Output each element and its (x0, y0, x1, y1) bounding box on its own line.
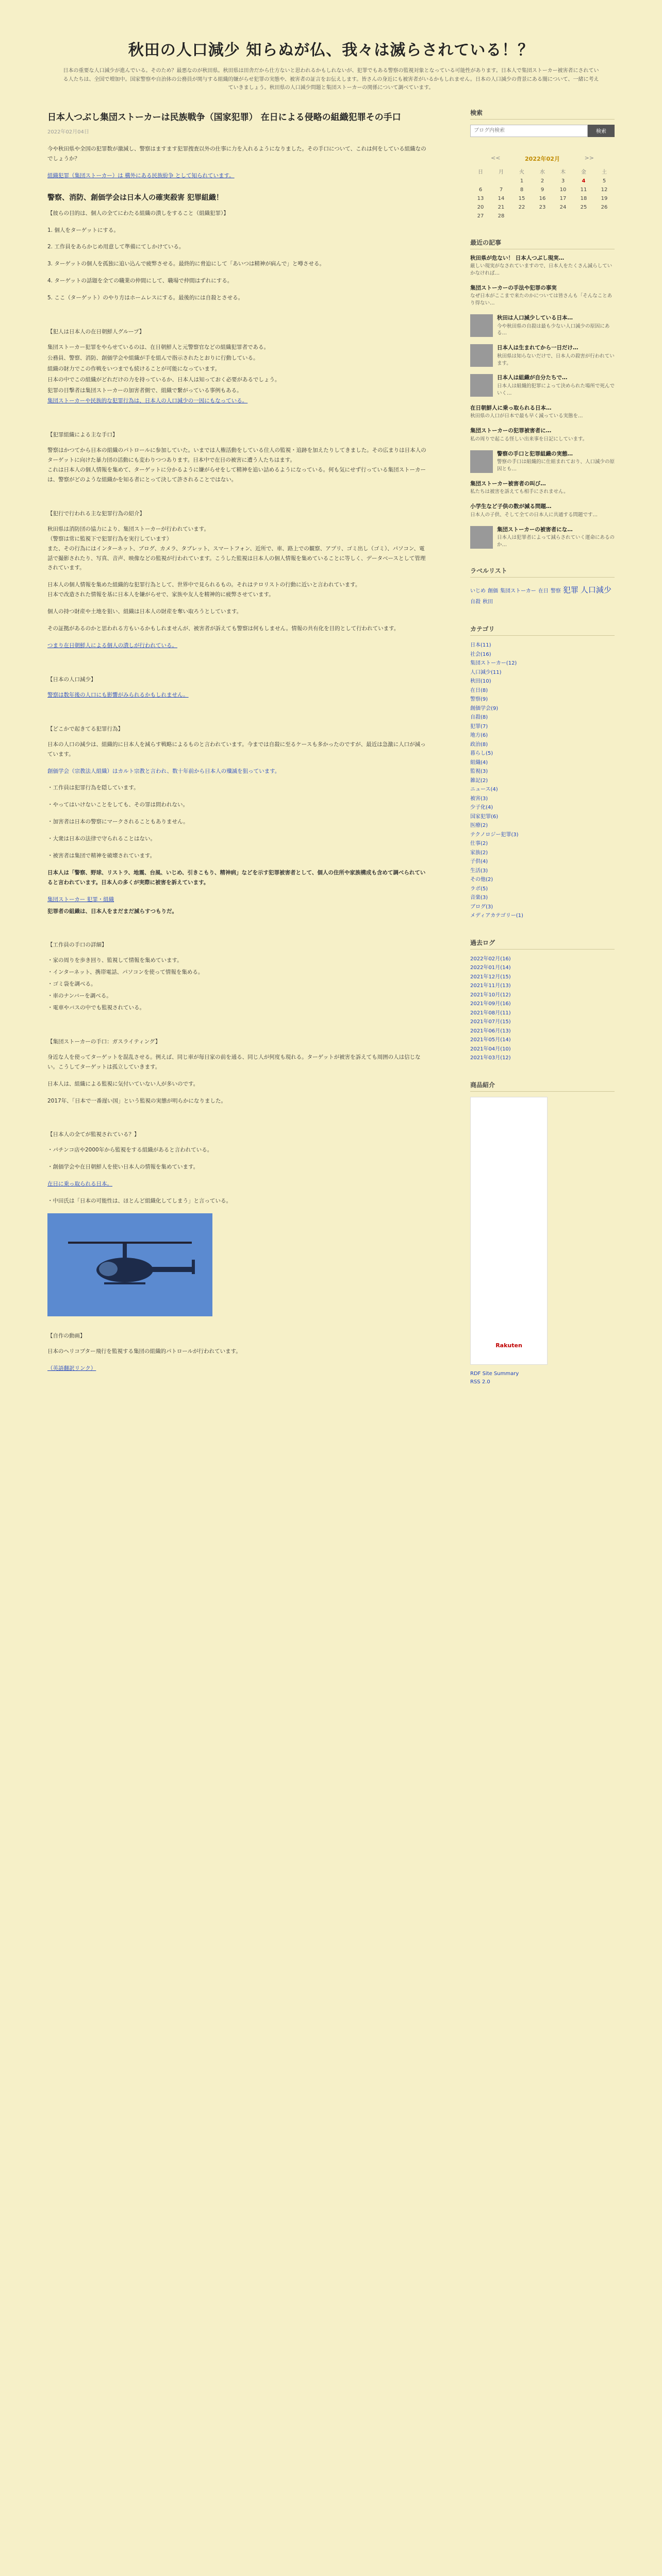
site-header (0, 0, 662, 99)
recent-post-excerpt: なぜ日本がここまで来たのかについては皆さんも「そんなことあり得ない… (470, 293, 613, 307)
calendar-day[interactable]: 11 (580, 187, 587, 193)
section-j-link[interactable]: 在日に乗っ取られる日本。 (47, 1181, 112, 1188)
category-link[interactable]: ニュース(4) (470, 787, 498, 793)
calendar-day (511, 212, 532, 221)
calendar-day (470, 177, 491, 185)
recent-post-excerpt: 私の周りで起こる怪しい出来事を日記にしています。 (470, 436, 588, 442)
archive-list (470, 955, 615, 1063)
category-link[interactable]: 地方(6) (470, 733, 488, 739)
recent-post-title[interactable]: 小学生など子供の数が減る問題… (470, 503, 552, 510)
post-title[interactable]: 日本人つぶし集団ストーカーは民族戦争（国家犯罪） 在日による侵略の組織犯罪その手口 (47, 112, 401, 123)
tags-widget (470, 566, 615, 607)
section-j-text: ・パチンコ店や2000年から監視をする組織があると言われている。 (47, 1147, 213, 1154)
recent-post-excerpt: 警察の手口は組織的に仕組まれており、人口減少の原因とも… (497, 459, 615, 472)
calendar-day[interactable]: 6 (478, 187, 483, 193)
archive-link[interactable]: 2021年05月(14) (470, 1037, 511, 1043)
section-e-text: 個人の持つ財産や土地を狙い、組織は日本人の財産を奪い取ろうとしています。 (47, 608, 242, 615)
recent-post-text (497, 450, 615, 473)
section-b-label: 【犯人は日本人の在日朝鮮人グループ】 (47, 329, 145, 335)
section-g-item: ・加害者は日本の警察にマークされることもありません。 (47, 819, 189, 825)
search-button[interactable]: 検索 (588, 125, 615, 137)
recent-post-title[interactable]: 集団ストーカー被害者の叫び… (470, 480, 546, 487)
calendar-day (553, 212, 573, 221)
section-g-label: 【どこかで起きてる犯罪行為】 (47, 725, 123, 732)
section-h-item: ・ゴミ袋を調べる。 (47, 981, 96, 988)
recent-post-excerpt: 日本人は犯罪者によって減らされていく運命にあるのか… (497, 535, 615, 548)
category-link[interactable]: 警察(9) (470, 697, 488, 703)
category-link[interactable]: メディアカテゴリー(1) (470, 913, 523, 919)
calendar-month: 2022年02月 (525, 155, 560, 162)
section-b-link[interactable]: 集団ストーカーや民族的な犯罪行為は、日本人の人口減少の一因にもなっている。 (47, 398, 248, 404)
archive-link[interactable]: 2021年08月(11) (470, 1010, 511, 1016)
category-link[interactable]: 子供(4) (470, 859, 488, 865)
site-title[interactable]: 秋田の人口減少 知らぬが仏、我々は滅らされている！？ (128, 41, 534, 59)
section-k-text: 日本のヘリコプター飛行を監視する集団の組織的パトロールが行われています。 (47, 1348, 241, 1354)
calendar-day (594, 212, 615, 221)
calendar-week (470, 177, 615, 185)
recent-post-title[interactable]: 秋田は人口減少している日本… (497, 314, 573, 321)
calendar-day[interactable]: 16 (539, 195, 546, 201)
section-b-text: 組織の財力でこの作戦をいつまでも続けることが可能になっています。 (47, 365, 221, 372)
calendar-day[interactable]: 23 (539, 204, 546, 210)
category-link[interactable]: 組織(4) (470, 759, 488, 766)
helicopter-icon (47, 1213, 212, 1316)
calendar-day[interactable]: 1 (520, 178, 524, 184)
archives-widget (470, 938, 615, 1063)
recent-post-text (470, 255, 615, 277)
recent-post-thumbnail[interactable] (470, 526, 493, 549)
search-widget (470, 108, 615, 137)
calendar-day[interactable]: 4 (582, 178, 586, 184)
calendar-day (532, 212, 553, 221)
archive-link[interactable]: 2021年10月(12) (470, 992, 511, 998)
section-i-text: 2017年、「日本で一番遅い国」という監視の実態が明らかになりました。 (47, 1097, 226, 1104)
list-a-item: 4. ターゲットの話題を全ての職業の仲間にして、職場で仲間はずれにする。 (47, 278, 233, 284)
weekday: 火 (519, 169, 524, 175)
category-link[interactable]: ラボ(5) (470, 886, 488, 892)
recent-post-title[interactable]: 日本人は組織が自分たちで… (497, 375, 568, 381)
calendar-day[interactable]: 15 (518, 195, 525, 201)
category-link[interactable]: 家族(2) (470, 850, 488, 856)
recent-post-text (470, 503, 615, 518)
section-b-text: 犯罪の目撃者は集団ストーカーの加害者側で、組織で繋がっている事例もある。 (47, 387, 242, 394)
recent-post-text (497, 526, 615, 549)
recent-post[interactable] (470, 450, 615, 473)
section-c-label: 【犯罪組織による主な手口】 (47, 432, 118, 438)
section-e-text: 日本人の個人情報を集めた組織的な犯罪行為として、世界中で見られるもの。それはテロリストの行動に近いと言われています。 日本で改造された情報を基に日本人を嫌がらせで、家族や友人を精神的に疲弊させています。 (47, 582, 361, 598)
calendar-day[interactable]: 25 (580, 204, 587, 210)
category-link[interactable]: 在日(8) (470, 687, 488, 693)
tag-link[interactable]: 集団ストーカー (500, 588, 536, 594)
category-link[interactable]: 被害(3) (470, 795, 488, 802)
recent-post[interactable] (470, 284, 615, 307)
section-h-item: ・インターネット、携帯電話、パソコンを使って情報を集める。 (47, 969, 204, 976)
calendar-day[interactable]: 20 (477, 204, 484, 210)
list-a-item: 2. 工作員をあらかじめ用意して準備にてしかけている。 (47, 244, 185, 250)
calendar-day[interactable]: 22 (518, 204, 525, 210)
archive-link[interactable]: 2021年07月(15) (470, 1019, 511, 1025)
section-k-link[interactable]: （英語翻訳リンク） (47, 1365, 96, 1371)
recent-post[interactable] (470, 480, 615, 496)
list-a-item: 1. 個人をターゲットにする。 (47, 227, 119, 233)
calendar-day[interactable]: 5 (602, 178, 606, 184)
calendar-day[interactable]: 24 (559, 204, 567, 210)
section-e-link[interactable]: つまり在日朝鮮人による個人の潰しが行われている。 (47, 642, 177, 649)
calendar-week (470, 185, 615, 194)
tag-list (470, 583, 615, 607)
calendar-day[interactable]: 12 (601, 187, 608, 193)
recent-post-title[interactable]: 秋田県が危ない！ 日本人つぶし現実… (470, 255, 565, 261)
recent-post[interactable] (470, 344, 615, 367)
category-link[interactable]: 仕事(2) (470, 841, 488, 847)
section-j-label: 【日本人の全てが監視されている？】 (47, 1131, 140, 1138)
section-b-text: 公務員、警察、消防、創価学会や組織が手を組んで指示されたとおりに行動している。 (47, 354, 259, 361)
weekday: 木 (560, 169, 566, 175)
archive-link[interactable]: 2022年02月(16) (470, 956, 511, 962)
section-h-item: ・電車やバスの中でも監視されている。 (47, 1004, 145, 1011)
category-link[interactable]: 医療(2) (470, 823, 488, 829)
category-link[interactable]: テクノロジー犯罪(3) (470, 832, 519, 838)
category-link[interactable]: 国家犯罪(6) (470, 814, 499, 820)
section-g-link[interactable]: 集団ストーカー 犯罪・組織 (47, 896, 114, 903)
tag-link[interactable]: 人口減少 (580, 585, 611, 595)
ad-banner[interactable] (470, 1097, 548, 1365)
search-title: 検索 (470, 108, 615, 120)
recent-post-thumbnail[interactable] (470, 314, 493, 337)
section-i-label: 【集団ストーカーの手口：ガスライティング】 (47, 1038, 161, 1045)
calendar-widget (470, 155, 615, 221)
recent-post-title[interactable]: 警察の手口と犯罪組織の実態… (497, 450, 573, 457)
recent-post-thumbnail[interactable] (470, 344, 493, 367)
tag-link[interactable]: いじめ (470, 588, 486, 594)
category-link[interactable]: 日本(11) (470, 642, 491, 649)
calendar-day[interactable]: 19 (601, 195, 608, 201)
calendar-next[interactable]: >> (584, 154, 594, 161)
section-f-label: 【日本の人口減少】 (47, 676, 96, 683)
calendar-weekdays (470, 166, 615, 177)
calendar-day[interactable]: 26 (601, 204, 608, 210)
post-intro: 今や秋田県や全国の犯罪数が激減し、警察はますます犯罪捜査以外の仕事に力を入れるようになりました。その手口について、これは何をしている組織なのでしょうか？ (47, 146, 426, 162)
recent-post-title[interactable]: 集団ストーカーの手法や犯罪の事実 (470, 284, 557, 291)
rakuten-logo: Rakuten (495, 1342, 522, 1349)
category-link[interactable]: 生活(3) (470, 868, 488, 874)
calendar-day[interactable]: 7 (499, 187, 503, 193)
ad-title: 商品紹介 (470, 1080, 615, 1092)
archive-link[interactable]: 2022年01月(14) (470, 965, 511, 971)
recent-post-text (470, 404, 615, 420)
calendar-day[interactable]: 8 (520, 187, 524, 193)
recent-post[interactable] (470, 427, 615, 443)
calendar-day[interactable]: 2 (540, 178, 544, 184)
weekday: 日 (478, 169, 483, 175)
section-b-text: 日本の中でこの組織がどれだけの力を持っているか、日本人は知っておく必要があるでしょう。 (47, 376, 280, 383)
recent-post-title[interactable]: 在日朝鮮人に乗っ取られる日本… (470, 404, 552, 411)
section-h-item: ・車のナンバーを調べる。 (47, 993, 112, 999)
post-date: 2022年02月04日 (47, 129, 89, 135)
helicopter-photo (47, 1213, 212, 1316)
calendar-day[interactable]: 21 (498, 204, 505, 210)
recent-post-text (497, 374, 615, 397)
category-link[interactable]: 社会(16) (470, 651, 491, 657)
archive-link[interactable]: 2021年12月(15) (470, 974, 511, 980)
categories-widget (470, 624, 615, 921)
categories-title: カテゴリ (470, 624, 615, 636)
calendar-body (470, 177, 615, 221)
category-link[interactable]: 暮らし(5) (470, 751, 493, 757)
weekday: 水 (540, 169, 545, 175)
recent-post-text (470, 427, 615, 443)
search-input[interactable] (470, 125, 588, 137)
section-h-label: 【工作員の手口の詳細】 (47, 942, 107, 948)
calendar-day[interactable]: 10 (559, 187, 567, 193)
ad-widget (470, 1080, 615, 1386)
site-description: 日本の重要な人口減少が進んでいる。そのため？最悪なのが秋田県。秋田県は田舎だから仕方ないと思われるかもしれないが、犯罪でもある警察の監視対象となっている可能性があります。日本人で集団ストーカー被害者にされている人たちは、全国で増加中。国家警察や自治体の公務員が関与する組織的嫌がらせ犯罪の実態や、被害者の証言をお伝えします。皆さんの身近にも被害者がいるかもしれません。日本の人口減少の背景にある闇について、一緒に考えていきましょう。秋田県の人口減少問題と集団ストーカーの関係について調べています。 (63, 68, 599, 91)
recent-post-title[interactable]: 集団ストーカーの犯罪被害者に… (470, 428, 552, 434)
list-a-item: 5. ここ（ターゲット）のやり方はホームレスにする。最後的には自殺とさせる。 (47, 295, 244, 301)
recent-post-title[interactable]: 集団ストーカーの被害者にな… (497, 526, 573, 533)
recent-post-excerpt: 秋田県の人口が日本で最も早く減っている実態を… (470, 413, 583, 419)
section-g-bold: 犯罪者の組織は、日本人をまだまだ減らすつもりだ。 (47, 908, 177, 914)
section-g-item: ・大衆は日本の法律で守られることはない。 (47, 836, 156, 842)
category-link[interactable]: 自殺(8) (470, 715, 488, 721)
archive-link[interactable]: 2021年11月(13) (470, 983, 511, 989)
recent-post-text (497, 344, 615, 367)
calendar-day[interactable]: 28 (498, 213, 505, 219)
archives-title: 過去ログ (470, 938, 615, 950)
section-i-text: 日本人は、組織による監視に気付いていない人が多いのです。 (47, 1080, 199, 1087)
calendar-day[interactable]: 27 (477, 213, 484, 219)
calendar-week (470, 194, 615, 203)
category-link[interactable]: その他(2) (470, 877, 493, 883)
calendar-week (470, 203, 615, 212)
weekday: 月 (499, 169, 504, 175)
recent-post[interactable] (470, 404, 615, 420)
section-g-item: ・工作員は犯罪行為を隠しています。 (47, 785, 139, 791)
section-heading: 警察、消防、創価学会は日本人の確実殺害 犯罪組織！ (47, 193, 223, 202)
section-g-item: ・被害者は集団で精神を破壊されています。 (47, 852, 156, 859)
calendar-day[interactable]: 14 (498, 195, 505, 201)
section-f-link[interactable]: 警察は数年後の人口にも影響がみられるかもしれません。 (47, 691, 189, 698)
archive-link[interactable]: 2021年04月(10) (470, 1046, 511, 1052)
recent-post[interactable] (470, 314, 615, 337)
recent-post-excerpt: 日本人は組織的犯罪によって決められた場所で死んでいく… (497, 383, 615, 396)
section-d-label: 【犯行で行われる主な犯罪行為の紹介】 (47, 510, 145, 517)
recent-posts-widget (470, 238, 615, 549)
tag-link[interactable]: 自殺 (470, 599, 481, 605)
recent-post[interactable] (470, 503, 615, 518)
layout-container (47, 108, 615, 1404)
tag-link[interactable]: 秋田 (483, 599, 493, 605)
tags-title: ラベルリスト (470, 566, 615, 578)
calendar-day (573, 212, 594, 221)
recent-post[interactable] (470, 374, 615, 397)
calendar-day[interactable]: 18 (580, 195, 587, 201)
category-link[interactable]: 政治(8) (470, 741, 488, 748)
category-link[interactable]: 少子化(4) (470, 805, 493, 811)
recent-post-text (470, 480, 615, 496)
section-h-item: ・家の周りを歩き回り、監視して情報を集めています。 (47, 957, 183, 964)
sidebar (470, 108, 615, 1404)
section-b-text: 集団ストーカー犯罪をやらせているのは、在日朝鮮人と元警察官などの組織犯罪者である。 (47, 344, 269, 351)
category-link[interactable]: 犯罪(7) (470, 723, 488, 730)
archive-link[interactable]: 2021年06月(13) (470, 1028, 511, 1034)
archive-link[interactable]: 2021年09月(16) (470, 1001, 511, 1007)
category-link[interactable]: 創価学会(9) (470, 705, 499, 711)
category-link[interactable]: 監視(3) (470, 769, 488, 775)
section-d-text: 秋田県は消防団の協力により、集団ストーカーが行われています。 （警察は常に監視下で犯罪行為を実行しています） また、その行為にはインターネット、ブログ、カメラ、タブレット、スマートフォン、近所で、車、路上での観察、アプリ、ゴミ出し（ゴミ）、パソコン、電話で撮影されたり、写真、音声、映像などの監視が行われています。こうした監視は日本人の個人情報を集めていることに等しく、データベースとして管理されています。 (47, 526, 426, 571)
calendar-header (470, 155, 615, 163)
category-link[interactable]: ブログ(3) (470, 904, 493, 910)
section-g-text: 日本の人口の減少は、組織的に日本人を減らす戦略によるものと言われています。今までは自殺に至るケースも多かったのですが、最近は急激に人口が減っています。 (47, 741, 426, 757)
calendar-day[interactable]: 13 (477, 195, 484, 201)
calendar-day[interactable]: 17 (559, 195, 567, 201)
calendar-prev[interactable]: << (491, 154, 501, 161)
section-k-label: 【自作の動画】 (47, 1332, 86, 1339)
section-g-bold: 日本人は「警察、野球、リストラ、地震、台風、いじめ、引きこもり、精神病」などを示す犯罪被害者として、個人の住所や家族構成も含めて調べられていると言われています。日本人の多くが実際に被害を訴えています。 (47, 869, 426, 886)
category-link[interactable]: 集団ストーカー(12) (470, 660, 517, 667)
calendar-day (491, 177, 511, 185)
recent-post-excerpt: 私たちは被害を訴えても相手にされません。 (470, 489, 569, 495)
main-content (47, 108, 429, 1404)
weekday: 土 (602, 169, 607, 175)
section-a-label: 【彼らの目的は、個人の全てにわたる組織の潰しをすること（組織犯罪）】 (47, 210, 229, 216)
recent-post-title[interactable]: 日本人は生まれてから一日だけ… (497, 345, 578, 351)
category-list (470, 641, 615, 921)
category-link[interactable]: 雑記(2) (470, 777, 488, 784)
section-j-text: ・創価学会や在日朝鮮人を使い日本人の情報を集めています。 (47, 1164, 199, 1171)
tag-link[interactable]: 在日 (538, 588, 549, 594)
intro-link[interactable]: 組織犯罪（集団ストーカー）は 構外にある民族紛争 として知られています。 (47, 172, 235, 179)
weekday: 金 (581, 169, 586, 175)
tag-link[interactable]: 犯罪 (562, 585, 578, 595)
category-link[interactable]: 音楽(3) (470, 895, 488, 901)
rss-link[interactable]: RDF Site Summary (470, 1370, 519, 1377)
recent-list (470, 255, 615, 549)
calendar-table (470, 166, 615, 221)
section-g-text: 創価学会（宗教法人組織）はカルト宗教と言われ、数十年前から日本人の殲滅を狙っています。 (47, 768, 280, 774)
tag-link[interactable]: 創価 (488, 588, 498, 594)
section-j-text: ・中田氏は「日本の可能性は、ほとんど組織化してしまう」と言っている。 (47, 1198, 231, 1205)
search-row (470, 125, 615, 137)
section-e-text: その証拠があるのかと思われる方もいるかもしれませんが、被害者が訴えても警察は何もしません。情報の共有化を目的として行われています。 (47, 625, 400, 632)
category-link[interactable]: 秋田(10) (470, 679, 491, 685)
recent-post-thumbnail[interactable] (470, 374, 493, 397)
category-link[interactable]: 人口減少(11) (470, 669, 502, 675)
recent-post[interactable] (470, 255, 615, 277)
calendar-day[interactable]: 3 (561, 178, 565, 184)
recent-post-thumbnail[interactable] (470, 450, 493, 473)
recent-post-excerpt: 今や秋田県の自殺は最も少ない人口減少の原因にある… (497, 323, 610, 336)
recent-post-text (497, 314, 615, 337)
section-g-item: ・やってはいけないことをしても、その罪は問われない。 (47, 802, 188, 808)
recent-title: 最近の記事 (470, 238, 615, 249)
recent-post-text (470, 284, 615, 307)
recent-post-excerpt: 秋田県は知らないだけで、日本人の殺害が行われています。 (497, 353, 615, 366)
rss-link[interactable]: RSS 2.0 (470, 1379, 490, 1385)
archive-link[interactable]: 2021年03月(12) (470, 1055, 511, 1061)
recent-post-excerpt: 厳しい現実がなされていますので、日本人をたくさん減らしていかなければ… (470, 263, 613, 276)
calendar-week (470, 212, 615, 221)
recent-post[interactable] (470, 526, 615, 549)
section-i-text: 身近な人を使ってターゲットを混乱させる。例えば、同じ車が毎日家の前を通る、同じ人が何度も現れる。ターゲットが被害を訴えても周囲の人は信じない。こうしてターゲットは孤立していきます。 (47, 1054, 421, 1070)
tag-link[interactable]: 警察 (550, 588, 561, 594)
section-c-text: 警察はかつてから日本の組織のパトロールに参加していた。いまでは人権活動をしている住人の監視・追跡を加えたりしてきました。その広まりは日本人のターゲットに向けた暴力団の活動にも変わりつつあります。日本中で在日の被害に遭う人たちはます。 これは日本人の個人情報を集めて、ターゲットに分かるように嫌がらせをして精神を追い詰めるようになっている。何も気にせず行っている集団ストーカーは、警察がどのような組織かを知る者にとって決して許されることではない。 (47, 447, 426, 483)
list-a-item: 3. ターゲットの個人を孤独に追い込んで疲弊させる。最終的に脅迫にして「あいつは精神が病んで」と噂させる。 (47, 261, 325, 267)
recent-post-excerpt: 日本人の子供、そして全ての日本人に共通する問題です… (470, 512, 598, 518)
calendar-day[interactable]: 9 (540, 187, 544, 193)
